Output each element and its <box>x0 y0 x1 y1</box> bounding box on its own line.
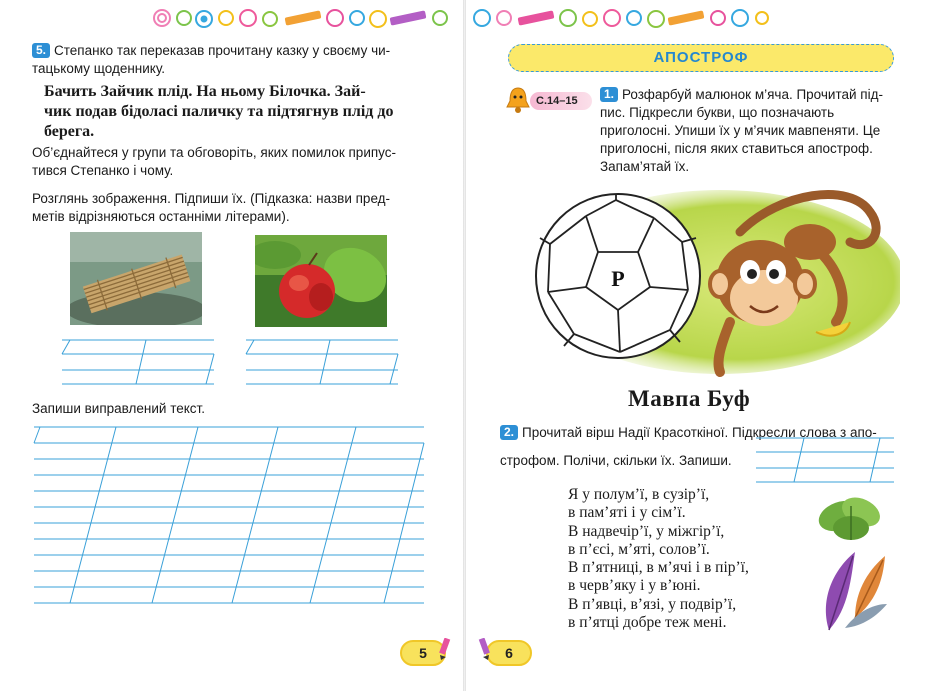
poem-line: Я у полум’ї, в сузір’ї, <box>568 486 710 503</box>
writing-grid[interactable] <box>32 425 426 615</box>
soccer-ball <box>536 194 700 358</box>
poem-line: в черв’яку і у в’юні. <box>568 577 701 595</box>
raft-image <box>70 232 202 325</box>
poem-line: В п’ятниці, в м’ячі і в пір’ї, <box>568 559 749 577</box>
mint-leaf-icon <box>815 486 885 546</box>
task-5: 5. Степанко так переказав прочитану казку у своєму чи- тацькому щоденнику. <box>32 43 391 76</box>
bell-icon <box>505 86 531 114</box>
poem <box>568 486 749 632</box>
page-number-right: 6 <box>486 640 532 666</box>
left-page <box>0 0 462 691</box>
answer-lines[interactable] <box>754 436 896 486</box>
poem-line: В надвечір’ї, у міжгір’ї, <box>568 522 725 540</box>
pencil-icon <box>436 638 452 660</box>
task-number-badge: 1. <box>600 87 618 102</box>
decorative-ornament <box>470 6 770 30</box>
look-instruction: Розглянь зображення. Підпиши їх. (Підказка: назви пред- метів відрізняються останніми літерами). <box>32 191 391 224</box>
illustration-caption: Мавпа Буф <box>628 386 751 411</box>
task-number-badge: 2. <box>500 425 518 440</box>
page-number-left: 5 <box>400 640 446 666</box>
apple-image <box>255 235 387 327</box>
section-title: АПОСТРОФ <box>508 44 894 72</box>
task-2-line2: строфом. Полічи, скільки їх. Запиши. <box>500 453 732 468</box>
ball-letter: Р <box>611 266 625 291</box>
discuss-instruction: Об’єднайтеся у групи та обговоріть, яких помилок припус- тився Степанко і чому. <box>32 145 397 178</box>
task-1: 1. Розфарбуй малюнок м’яча. Прочитай під- пис. Підкресли букви, що позначають приголосні. Упиши їх у м’ячик мавпеняти. Це приголосні, після яких ставиться апостроф. Запам’ятай їх. <box>600 87 883 174</box>
story-text: Бачить Зайчик плід. На ньому Білочка. Зай- чик подав бідоласі паличку та підтягнув плід до берега. <box>44 83 394 140</box>
caption-lines-apple[interactable] <box>244 338 400 388</box>
poem-line: в п’єсі, м’яті, солов’ї. <box>568 540 710 558</box>
page-reference: С.14–15 <box>530 92 592 110</box>
poem-line: в пам’яті і у сім’ї. <box>568 504 686 522</box>
book-spine <box>463 0 466 691</box>
poem-line: В п’явці, в’язі, у подвір’ї, <box>568 595 737 613</box>
feathers-icon <box>815 548 890 633</box>
task-number-badge: 5. <box>32 43 50 58</box>
pencil-icon <box>477 638 493 660</box>
poem-line: в п’ятці добре теж мені. <box>568 614 727 632</box>
ball-monkey-illustration <box>520 172 900 382</box>
task-2: 2. Прочитай вірш Надії Красоткіної. Підкресли слова з апо- <box>500 424 900 442</box>
decorative-ornament <box>150 6 450 30</box>
write-prompt: Запиши виправлений текст. <box>32 401 205 416</box>
caption-lines-raft[interactable] <box>60 338 216 388</box>
